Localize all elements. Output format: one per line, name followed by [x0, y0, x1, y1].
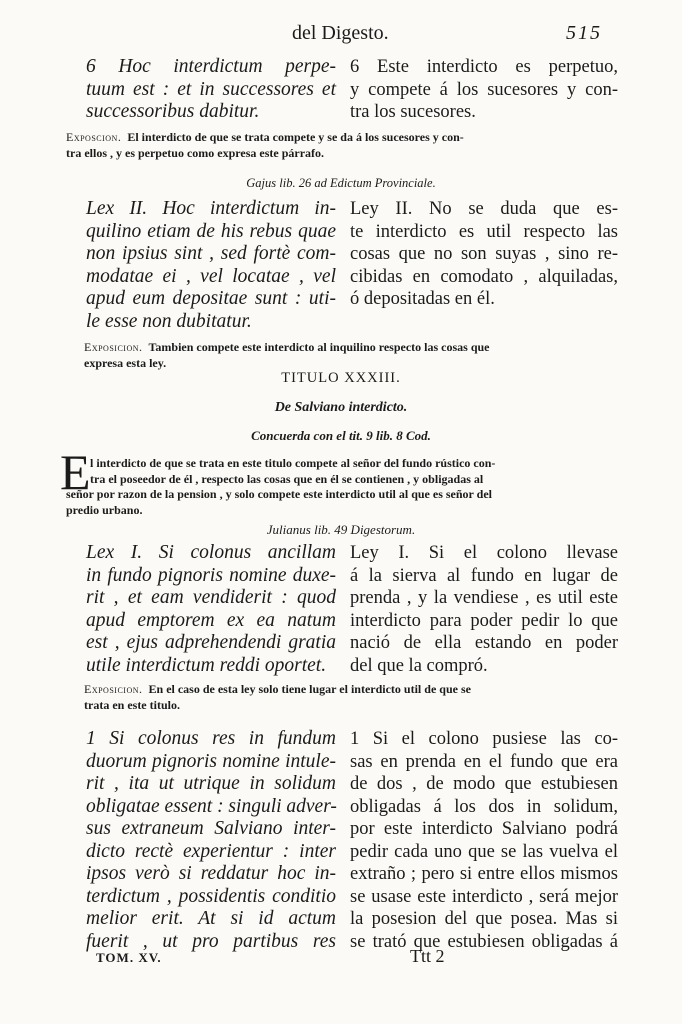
- text-line: á la sierva al fundo en lugar de: [350, 565, 618, 586]
- text-line: expresa esta ley.: [84, 355, 167, 370]
- text-line: [84, 682, 622, 698]
- exposicion-label: Exposcion.: [66, 130, 122, 144]
- text-line: pedir cada uno que se las vuelva el: [350, 841, 618, 862]
- text-line: tra el poseedor de él , respecto las cosas que en él se contienen , y obligadas al: [90, 471, 484, 486]
- text-line: 1 Si colonus res in fundum: [86, 728, 336, 749]
- text-line: trata en este titulo.: [84, 697, 180, 712]
- text-line: est , ejus adprehendendi gratia: [86, 632, 336, 653]
- text-line: in fundo pignoris nomine duxe-: [86, 564, 336, 586]
- volume-mark: TOM. XV.: [96, 950, 162, 965]
- text-line: successoribus dabitur.: [86, 101, 260, 122]
- text-line: apud emptorem ex ea natum: [86, 609, 336, 631]
- text-line: l interdicto de que se trata en este titulo compete al señor del fundo rústico con-: [90, 456, 496, 470]
- text-line: melior erit. At si id actum: [86, 908, 336, 929]
- exposicion-label: Exposicion.: [84, 340, 143, 354]
- text-line: apud eum depositae sunt : uti-: [86, 288, 336, 309]
- text-line: dicto rectè experientur : inter: [86, 840, 336, 862]
- text-line: cibidas en comodato , alquiladas,: [350, 266, 618, 287]
- titulo-intro: [66, 456, 622, 518]
- julianus-source: Julianus lib. 49 Digestorum.: [266, 522, 416, 537]
- text-line: nació de ella estando en poder: [350, 633, 618, 653]
- julianus-spanish: [350, 542, 618, 677]
- text-line: sus extraneum Salviano inter-: [86, 818, 336, 839]
- text-line: se trató que estubiesen obligadas á: [350, 931, 618, 952]
- text-line: [84, 340, 622, 356]
- text-line: Ley I. Si el colono llevase: [350, 543, 618, 563]
- text-line: te interdicto es util respecto las: [350, 221, 618, 242]
- sec1-spanish: [350, 728, 618, 953]
- gajus-spanish: [350, 198, 618, 311]
- text-line: de dos , de modo que estubiesen: [350, 774, 618, 794]
- exposicion-text: El interdicto de que se trata compete y se da á los sucesores y con-: [127, 130, 464, 144]
- text-line: señor por razon de la pension , y solo compete este interdicto util al que es señor del: [66, 487, 492, 501]
- text-line: obligatae essent : singuli adver-: [86, 795, 337, 817]
- text-line: utile interdictum reddi oportet.: [86, 654, 327, 676]
- page-number: 515: [566, 22, 602, 44]
- text-line: [66, 130, 622, 146]
- text-line: fuerit , ut pro partibus res: [86, 930, 336, 952]
- text-line: Ley II. No se duda que es-: [350, 199, 618, 219]
- sec6-spanish: [350, 56, 618, 124]
- text-line: terdictum , possidentis conditio: [86, 885, 336, 907]
- exposicion-text: En el caso de esta ley solo tiene lugar el interdicto util de que se: [148, 682, 471, 696]
- text-line: le esse non dubitatur.: [86, 310, 252, 332]
- text-line: por este interdicto Salviano podrá: [350, 819, 618, 839]
- text-line: prenda , y la vendiese , es util este: [350, 588, 618, 608]
- text-line: y compete á los sucesores y con-: [350, 79, 618, 100]
- titulo-concordance: Concuerda con el tit. 9 lib. 8 Cod.: [251, 428, 431, 443]
- drop-cap: E: [60, 444, 91, 500]
- running-title: del Digesto.: [292, 22, 389, 44]
- text-line: rit , ita ut utrique in solidum: [86, 773, 336, 794]
- text-line: ipsos verò si reddatur hoc in-: [86, 863, 336, 884]
- text-line: interdicto para poder pedir lo que: [350, 610, 618, 631]
- text-line: se usase este interdicto , será mejor: [350, 886, 618, 907]
- text-line: Lex I. Si colonus ancillam: [86, 542, 336, 563]
- titulo-subtitle: De Salviano interdicto.: [274, 400, 408, 415]
- text-line: 6 Hoc interdictum perpe-: [86, 56, 336, 77]
- julianus-latin: [86, 542, 336, 677]
- gajus-exposicion: [84, 340, 622, 371]
- text-line: cosas que no son suyas , sino re-: [350, 244, 618, 264]
- text-line: del que la compró.: [350, 655, 488, 676]
- sec6-latin: [86, 56, 336, 124]
- text-line: tra ellos , y es perpetuo como expresa este párrafo.: [66, 145, 325, 160]
- text-line: sas en prenda en el fundo que era: [350, 751, 618, 772]
- text-line: tra los sucesores.: [350, 102, 476, 122]
- text-line: non ipsius sint , sed fortè com-: [86, 243, 336, 264]
- gajus-latin: [86, 198, 336, 333]
- signature-mark: Ttt 2: [410, 946, 445, 966]
- text-line: obligadas á los dos in solidum,: [350, 796, 618, 817]
- text-line: tuum est : et in successores et: [86, 78, 336, 100]
- text-line: la posesion del que posea. Mas si: [350, 909, 618, 929]
- text-line: modatae ei , vel locatae , vel: [86, 265, 336, 287]
- exposicion-label: Exposicion.: [84, 682, 143, 696]
- text-line: quilino etiam de his rebus quae: [86, 220, 336, 242]
- julianus-exposicion: [84, 682, 622, 713]
- text-line: 6 Este interdicto es perpetuo,: [350, 57, 618, 77]
- exposicion-text: Tambien compete este interdicto al inquilino respecto las cosas que: [148, 340, 490, 354]
- text-line: extraño ; pero si entre ellos mismos: [350, 864, 618, 884]
- text-line: rit , et eam vendiderit : quod: [86, 587, 336, 608]
- sec1-latin: [86, 728, 336, 953]
- text-line: ó depositadas en él.: [350, 289, 495, 309]
- titulo-heading: TITULO XXXIII.: [281, 370, 401, 386]
- text-line: Lex II. Hoc interdictum in-: [86, 198, 336, 219]
- sec6-exposicion: [66, 130, 622, 161]
- text-line: predio urbano.: [66, 502, 143, 517]
- text-line: 1 Si el colono pusiese las co-: [350, 729, 618, 749]
- gajus-source: Gajus lib. 26 ad Edictum Provinciale.: [246, 176, 436, 190]
- text-line: duorum pignoris nomine intule-: [86, 750, 336, 772]
